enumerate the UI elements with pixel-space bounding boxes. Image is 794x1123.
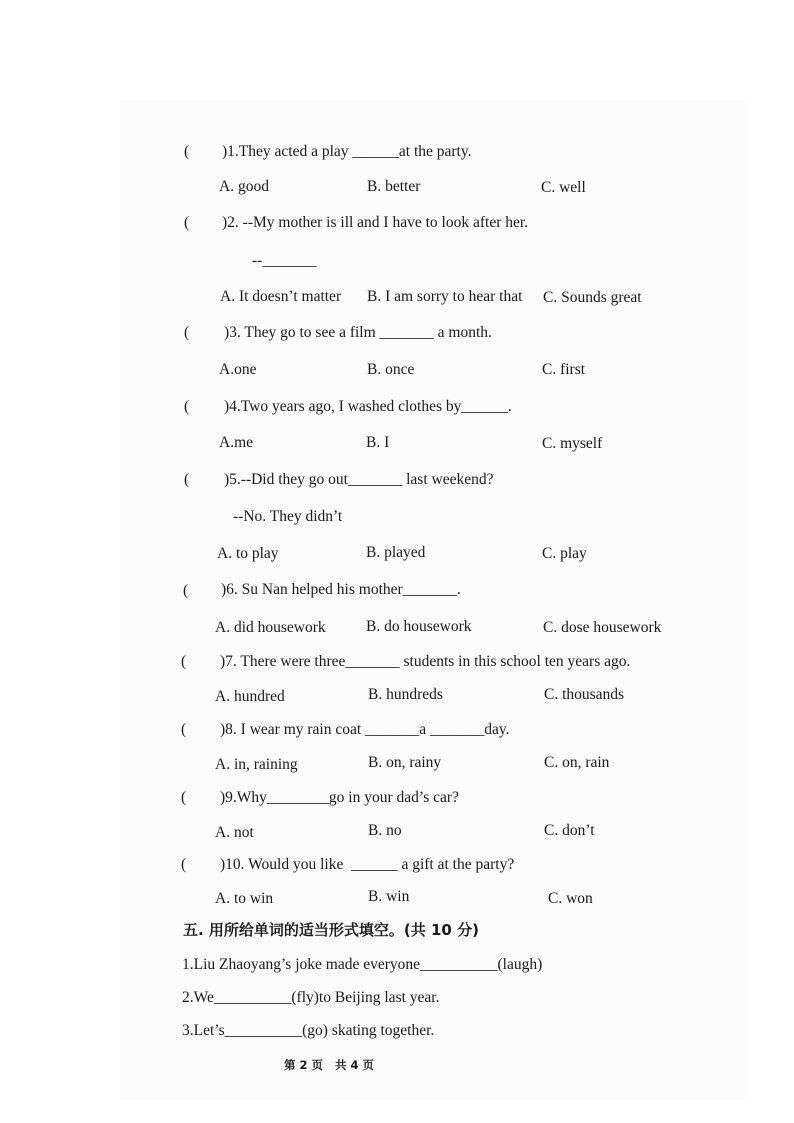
question-2-option-c: C. Sounds great [543, 289, 642, 306]
question-5-reply: --No. They didn’t [233, 508, 343, 525]
question-9-option-b: B. no [368, 822, 402, 839]
fill-in-item-2: 2.We__________(fly)to Beijing last year. [182, 989, 440, 1006]
question-6-option-a: A. did housework [215, 619, 326, 636]
question-10-option-b: B. win [368, 888, 410, 905]
question-6-stem: )6. Su Nan helped his mother_______. [221, 581, 461, 598]
question-10-stem: )10. Would you like ______ a gift at the party? [220, 856, 515, 873]
question-4-stem: )4.Two years ago, I washed clothes by______. [224, 398, 512, 415]
answer-paren: ( [181, 721, 187, 738]
fill-in-item-3: 3.Let’s__________(go) skating together. [182, 1022, 435, 1039]
paper-sheet [120, 100, 748, 1100]
question-2-option-a: A. It doesn’t matter [220, 288, 342, 305]
question-4-option-c: C. myself [542, 435, 603, 452]
question-7-stem: )7. There were three_______ students in this school ten years ago. [220, 653, 631, 670]
fill-in-item-1: 1.Liu Zhaoyang’s joke made everyone__________(laugh) [182, 956, 543, 973]
question-7-option-c: C. thousands [544, 686, 625, 703]
question-9-option-a: A. not [215, 824, 254, 841]
answer-paren: ( [184, 471, 190, 488]
question-8-stem: )8. I wear my rain coat _______a _______day. [220, 721, 510, 738]
question-9-option-c: C. don’t [544, 822, 595, 839]
answer-paren: ( [181, 856, 187, 873]
question-3-option-b: B. once [367, 361, 415, 378]
question-7-option-a: A. hundred [215, 688, 285, 705]
question-6-option-b: B. do housework [366, 618, 472, 635]
question-5-stem: )5.--Did they go out_______ last weekend? [224, 471, 494, 488]
question-1-option-c: C. well [541, 179, 586, 196]
question-10-option-a: A. to win [215, 890, 274, 907]
question-5-option-b: B. played [366, 544, 426, 561]
question-3-option-c: C. first [542, 361, 586, 378]
question-7-option-b: B. hundreds [368, 686, 443, 703]
question-3-option-a: A.one [219, 361, 257, 378]
question-4-option-b: B. I [366, 434, 390, 451]
answer-paren: ( [181, 653, 187, 670]
question-1-option-a: A. good [219, 178, 269, 195]
question-2-reply: --_______ [252, 252, 317, 269]
question-2-stem: )2. --My mother is ill and I have to look after her. [222, 214, 529, 231]
question-8-option-b: B. on, rainy [368, 754, 442, 771]
question-2-option-b: B. I am sorry to hear that [367, 288, 523, 305]
section-5-title: 五. 用所给单词的适当形式填空。(共 10 分) [183, 921, 479, 939]
question-5-option-c: C. play [542, 545, 587, 562]
answer-paren: ( [184, 398, 190, 415]
question-6-option-c: C. dose housework [543, 619, 662, 636]
question-9-stem: )9.Why________go in your dad’s car? [220, 789, 459, 806]
answer-paren: ( [184, 324, 190, 341]
answer-paren: ( [184, 214, 190, 231]
question-3-stem: )3. They go to see a film _______ a month. [224, 324, 492, 341]
question-5-option-a: A. to play [217, 545, 279, 562]
question-10-option-c: C. won [548, 890, 593, 907]
question-8-option-a: A. in, raining [215, 756, 298, 773]
question-1-option-b: B. better [367, 178, 421, 195]
question-8-option-c: C. on, rain [544, 754, 610, 771]
page-footer: 第 2 页 共 4 页 [284, 1058, 375, 1072]
question-1-stem: )1.They acted a play ______at the party. [222, 143, 472, 160]
answer-paren: ( [183, 582, 189, 599]
question-4-option-a: A.me [219, 434, 254, 451]
answer-paren: ( [184, 143, 190, 160]
answer-paren: ( [181, 789, 187, 806]
